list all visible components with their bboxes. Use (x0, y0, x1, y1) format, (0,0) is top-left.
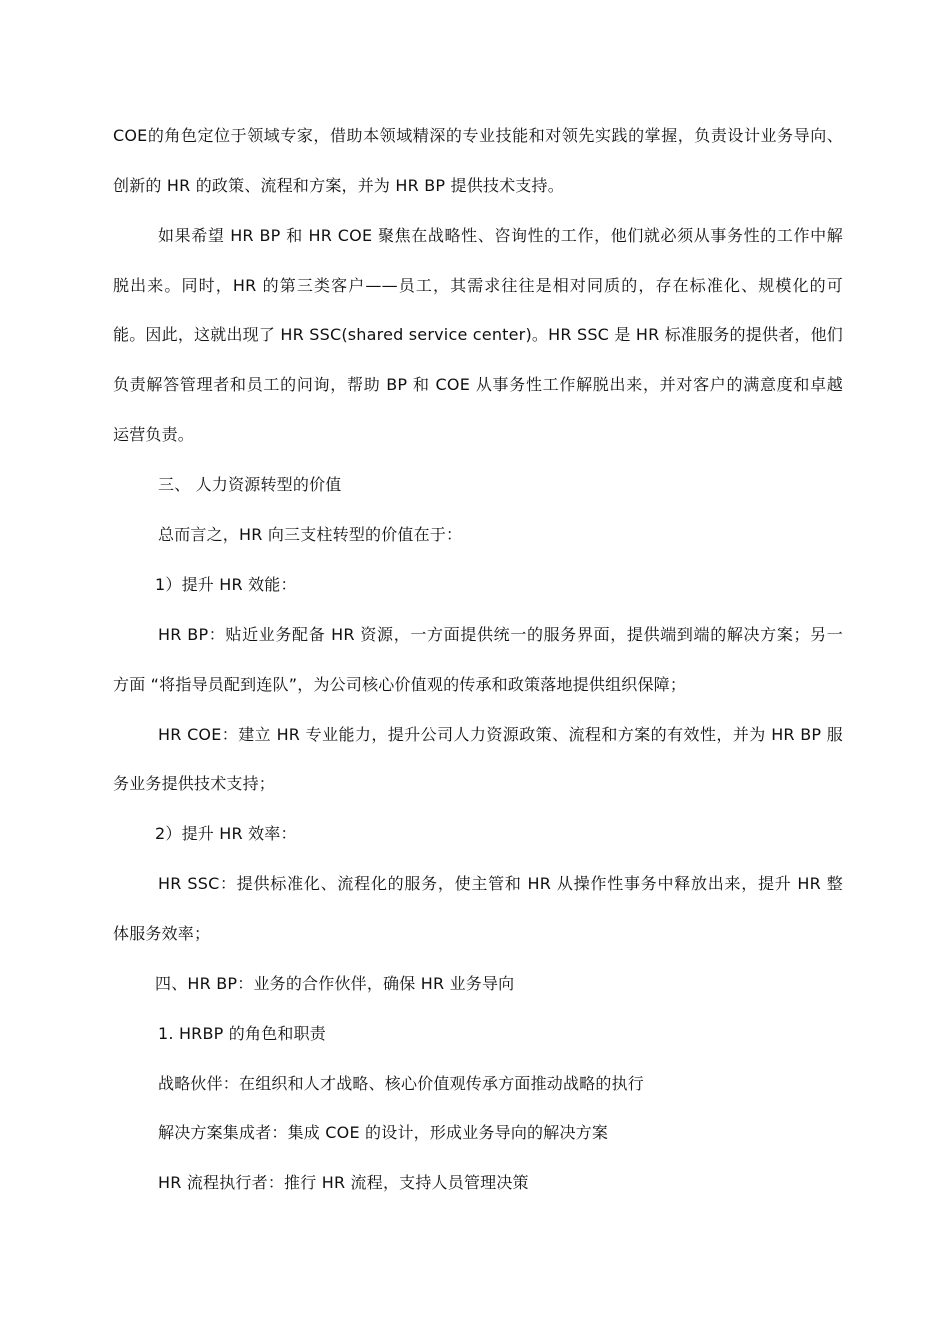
hrbp-paragraph-line-1: HR BP：贴近业务配备 HR 资源，一方面提供统一的服务界面，提供端到端的解决方案；另一 (158, 625, 843, 644)
hrcoe-paragraph-line-1: HR COE：建立 HR 专业能力，提升公司人力资源政策、流程和方案的有效性，并为 HR BP 服 (158, 725, 843, 744)
subheading-1: 1. HRBP 的角色和职责 (158, 1024, 327, 1043)
paragraph-2-line-3: 能。因此，这就出现了 HR SSC(shared service center)。HR SSC 是 HR 标准服务的提供者，他们 (113, 325, 843, 344)
section-heading-4: 四、HR BP：业务的合作伙伴，确保 HR 业务导向 (155, 974, 515, 993)
list-item-2: 2）提升 HR 效率： (155, 824, 297, 843)
hrssc-paragraph-line-2: 体服务效率； (113, 924, 211, 943)
role-solution-integrator: 解决方案集成者：集成 COE 的设计，形成业务导向的解决方案 (158, 1123, 609, 1142)
role-strategic-partner: 战略伙伴：在组织和人才战略、核心价值观传承方面推动战略的执行 (158, 1074, 645, 1093)
hrcoe-paragraph-line-2: 务业务提供技术支持； (113, 774, 276, 793)
hrbp-paragraph-line-2: 方面 “将指导员配到连队”，为公司核心价值观的传承和政策落地提供组织保障； (113, 675, 687, 694)
paragraph-1-line-2: 创新的 HR 的政策、流程和方案，并为 HR BP 提供技术支持。 (113, 176, 564, 195)
paragraph-2-line-5: 运营负责。 (113, 425, 195, 444)
role-process-executor: HR 流程执行者：推行 HR 流程，支持人员管理决策 (158, 1173, 529, 1192)
list-item-1: 1）提升 HR 效能： (155, 575, 297, 594)
paragraph-2-line-2: 脱出来。同时，HR 的第三类客户——员工，其需求往往是相对同质的，存在标准化、规模化的可 (113, 276, 843, 295)
hrssc-paragraph-line-1: HR SSC：提供标准化、流程化的服务，使主管和 HR 从操作性事务中释放出来，提升 HR 整 (158, 874, 843, 893)
paragraph-2-line-1: 如果希望 HR BP 和 HR COE 聚焦在战略性、咨询性的工作，他们就必须从事务性的工作中解 (158, 226, 843, 245)
paragraph-1-line-1: COE的角色定位于领域专家，借助本领域精深的专业技能和对领先实践的掌握，负责设计业务导向、 (113, 126, 843, 145)
paragraph-2-line-4: 负责解答管理者和员工的问询，帮助 BP 和 COE 从事务性工作解脱出来，并对客户的满意度和卓越 (113, 375, 843, 394)
summary-paragraph: 总而言之，HR 向三支柱转型的价值在于： (158, 525, 463, 544)
section-heading-3: 三、 人力资源转型的价值 (158, 475, 342, 494)
